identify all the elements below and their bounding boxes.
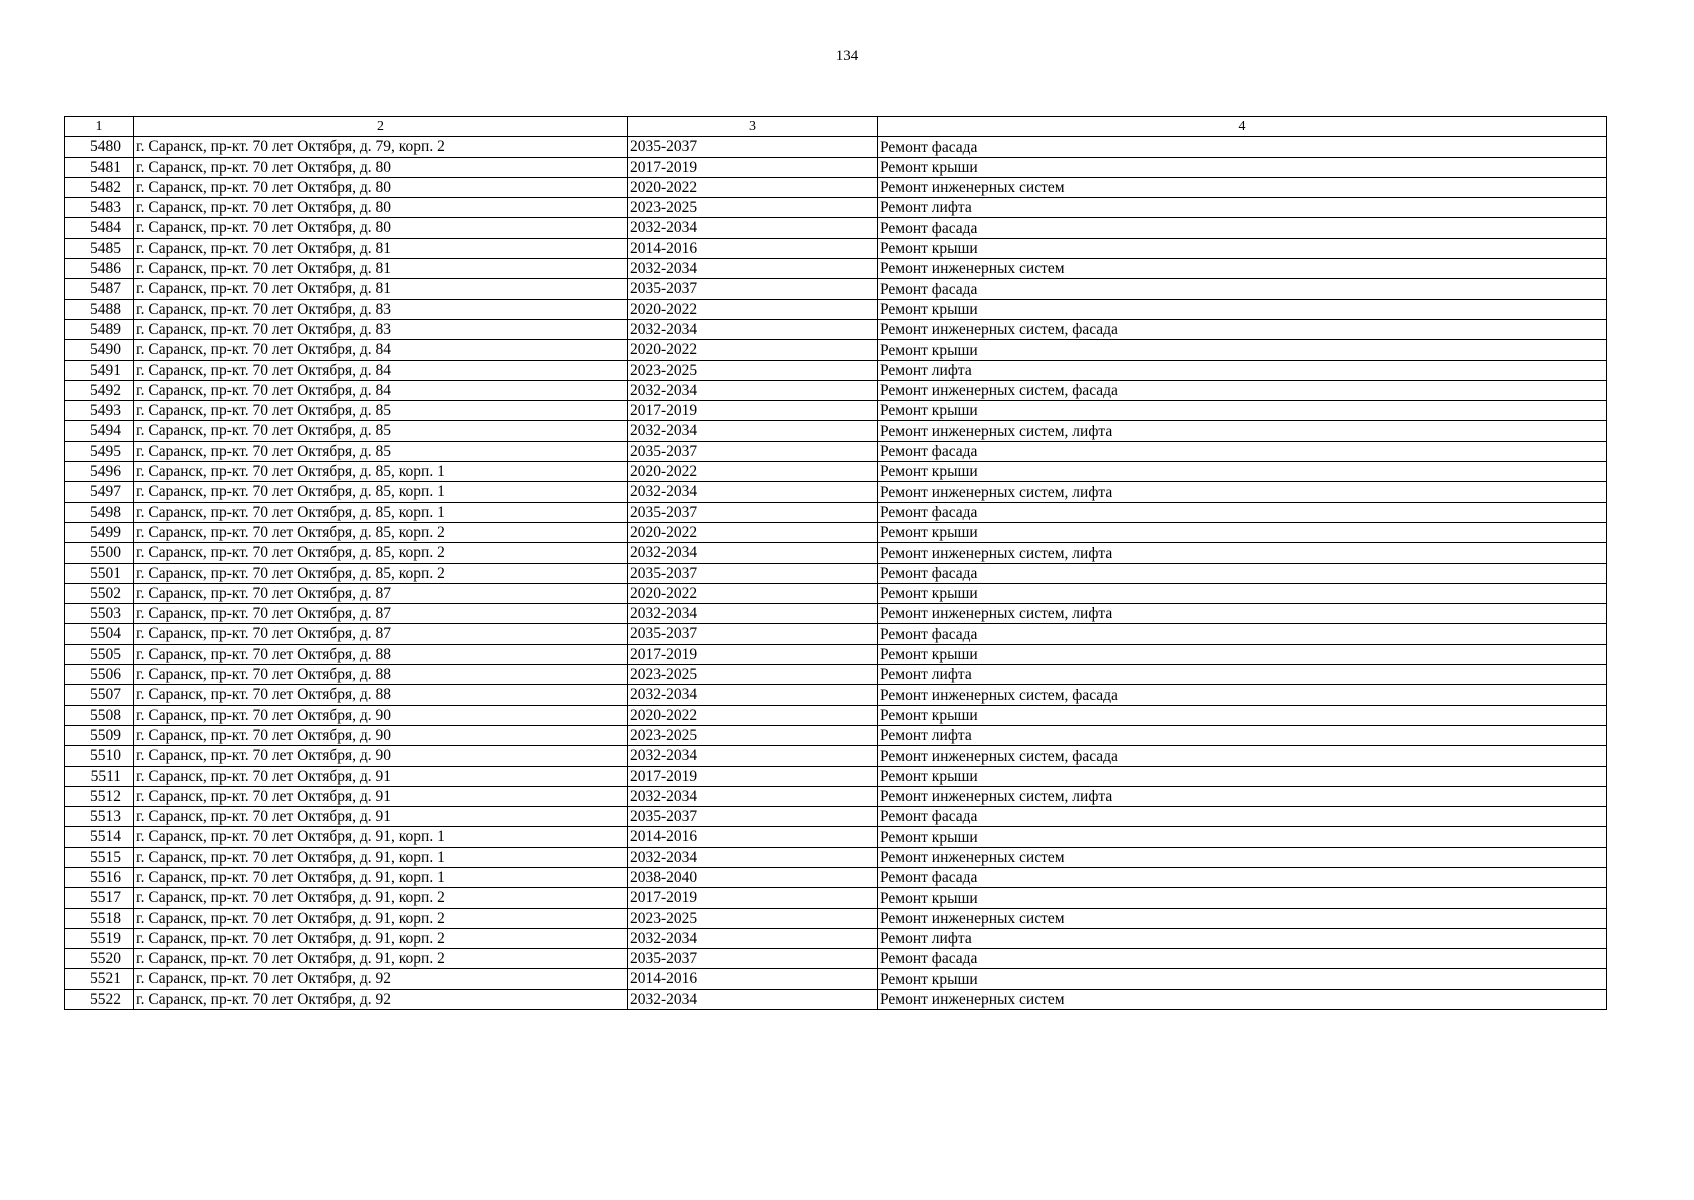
table-row bbox=[65, 238, 1607, 258]
row-period: 2032-2034 bbox=[628, 786, 878, 806]
table-row bbox=[65, 786, 1607, 806]
row-period: 2035-2037 bbox=[628, 624, 878, 644]
row-period: 2020-2022 bbox=[628, 522, 878, 542]
row-number: 5516 bbox=[65, 867, 134, 887]
row-number: 5520 bbox=[65, 949, 134, 969]
row-address: г. Саранск, пр-кт. 70 лет Октября, д. 80 bbox=[134, 198, 628, 218]
row-number: 5488 bbox=[65, 299, 134, 319]
row-period: 2035-2037 bbox=[628, 949, 878, 969]
row-period: 2032-2034 bbox=[628, 259, 878, 279]
row-number: 5504 bbox=[65, 624, 134, 644]
row-period: 2035-2037 bbox=[628, 279, 878, 299]
row-address: г. Саранск, пр-кт. 70 лет Октября, д. 85 bbox=[134, 441, 628, 461]
page-number: 134 bbox=[835, 48, 859, 64]
table-row bbox=[65, 380, 1607, 400]
column-header-address: 2 bbox=[134, 117, 628, 137]
table-row bbox=[65, 360, 1607, 380]
row-work-type: Ремонт инженерных систем, фасада bbox=[878, 380, 1607, 400]
table-row bbox=[65, 259, 1607, 279]
row-address: г. Саранск, пр-кт. 70 лет Октября, д. 81 bbox=[134, 259, 628, 279]
row-work-type: Ремонт инженерных систем bbox=[878, 177, 1607, 197]
table-row bbox=[65, 766, 1607, 786]
row-period: 2023-2025 bbox=[628, 198, 878, 218]
row-work-type: Ремонт фасада bbox=[878, 502, 1607, 522]
row-address: г. Саранск, пр-кт. 70 лет Октября, д. 85 bbox=[134, 401, 628, 421]
row-work-type: Ремонт фасада bbox=[878, 137, 1607, 157]
row-number: 5495 bbox=[65, 441, 134, 461]
table-row bbox=[65, 604, 1607, 624]
row-period: 2020-2022 bbox=[628, 340, 878, 360]
row-address: г. Саранск, пр-кт. 70 лет Октября, д. 83 bbox=[134, 319, 628, 339]
row-number: 5484 bbox=[65, 218, 134, 238]
row-address: г. Саранск, пр-кт. 70 лет Октября, д. 84 bbox=[134, 340, 628, 360]
table-row bbox=[65, 137, 1607, 157]
row-period: 2032-2034 bbox=[628, 380, 878, 400]
row-period: 2038-2040 bbox=[628, 867, 878, 887]
row-period: 2023-2025 bbox=[628, 908, 878, 928]
row-period: 2032-2034 bbox=[628, 989, 878, 1009]
row-number: 5492 bbox=[65, 380, 134, 400]
row-number: 5480 bbox=[65, 137, 134, 157]
row-number: 5482 bbox=[65, 177, 134, 197]
row-address: г. Саранск, пр-кт. 70 лет Октября, д. 85, корп. 1 bbox=[134, 462, 628, 482]
table-row bbox=[65, 928, 1607, 948]
row-number: 5521 bbox=[65, 969, 134, 989]
row-period: 2014-2016 bbox=[628, 969, 878, 989]
row-number: 5517 bbox=[65, 888, 134, 908]
table-row bbox=[65, 807, 1607, 827]
row-period: 2017-2019 bbox=[628, 644, 878, 664]
row-period: 2023-2025 bbox=[628, 665, 878, 685]
table-row bbox=[65, 949, 1607, 969]
row-work-type: Ремонт крыши bbox=[878, 827, 1607, 847]
row-period: 2032-2034 bbox=[628, 685, 878, 705]
table-row bbox=[65, 624, 1607, 644]
row-work-type: Ремонт инженерных систем, фасада bbox=[878, 319, 1607, 339]
row-work-type: Ремонт инженерных систем bbox=[878, 847, 1607, 867]
row-number: 5487 bbox=[65, 279, 134, 299]
row-address: г. Саранск, пр-кт. 70 лет Октября, д. 91 bbox=[134, 807, 628, 827]
table-row bbox=[65, 746, 1607, 766]
row-number: 5518 bbox=[65, 908, 134, 928]
row-number: 5502 bbox=[65, 583, 134, 603]
row-work-type: Ремонт крыши bbox=[878, 644, 1607, 664]
row-number: 5500 bbox=[65, 543, 134, 563]
row-number: 5506 bbox=[65, 665, 134, 685]
row-period: 2035-2037 bbox=[628, 502, 878, 522]
row-address: г. Саранск, пр-кт. 70 лет Октября, д. 91, корп. 2 bbox=[134, 928, 628, 948]
table-row bbox=[65, 441, 1607, 461]
row-work-type: Ремонт крыши bbox=[878, 888, 1607, 908]
row-period: 2035-2037 bbox=[628, 137, 878, 157]
table-row bbox=[65, 340, 1607, 360]
row-period: 2035-2037 bbox=[628, 807, 878, 827]
table-row bbox=[65, 725, 1607, 745]
row-address: г. Саранск, пр-кт. 70 лет Октября, д. 85, корп. 2 bbox=[134, 563, 628, 583]
table-row bbox=[65, 462, 1607, 482]
row-address: г. Саранск, пр-кт. 70 лет Октября, д. 85, корп. 1 bbox=[134, 482, 628, 502]
row-work-type: Ремонт крыши bbox=[878, 583, 1607, 603]
row-work-type: Ремонт лифта bbox=[878, 725, 1607, 745]
column-header-period: 3 bbox=[628, 117, 878, 137]
row-period: 2017-2019 bbox=[628, 157, 878, 177]
row-number: 5501 bbox=[65, 563, 134, 583]
row-number: 5509 bbox=[65, 725, 134, 745]
row-address: г. Саранск, пр-кт. 70 лет Октября, д. 91 bbox=[134, 786, 628, 806]
row-address: г. Саранск, пр-кт. 70 лет Октября, д. 79, корп. 2 bbox=[134, 137, 628, 157]
row-period: 2032-2034 bbox=[628, 847, 878, 867]
row-address: г. Саранск, пр-кт. 70 лет Октября, д. 81 bbox=[134, 279, 628, 299]
row-number: 5499 bbox=[65, 522, 134, 542]
table-row bbox=[65, 198, 1607, 218]
row-work-type: Ремонт лифта bbox=[878, 928, 1607, 948]
row-work-type: Ремонт фасада bbox=[878, 867, 1607, 887]
row-address: г. Саранск, пр-кт. 70 лет Октября, д. 92 bbox=[134, 969, 628, 989]
row-period: 2032-2034 bbox=[628, 319, 878, 339]
row-period: 2032-2034 bbox=[628, 218, 878, 238]
row-period: 2035-2037 bbox=[628, 441, 878, 461]
row-address: г. Саранск, пр-кт. 70 лет Октября, д. 80 bbox=[134, 157, 628, 177]
row-period: 2020-2022 bbox=[628, 299, 878, 319]
row-address: г. Саранск, пр-кт. 70 лет Октября, д. 87 bbox=[134, 604, 628, 624]
row-number: 5515 bbox=[65, 847, 134, 867]
row-address: г. Саранск, пр-кт. 70 лет Октября, д. 88 bbox=[134, 685, 628, 705]
table-row bbox=[65, 299, 1607, 319]
row-address: г. Саранск, пр-кт. 70 лет Октября, д. 91, корп. 1 bbox=[134, 847, 628, 867]
row-period: 2020-2022 bbox=[628, 705, 878, 725]
row-work-type: Ремонт крыши bbox=[878, 522, 1607, 542]
table-row bbox=[65, 319, 1607, 339]
row-address: г. Саранск, пр-кт. 70 лет Октября, д. 85, корп. 2 bbox=[134, 522, 628, 542]
column-header-work-type: 4 bbox=[878, 117, 1607, 137]
row-number: 5490 bbox=[65, 340, 134, 360]
table-row bbox=[65, 421, 1607, 441]
row-work-type: Ремонт инженерных систем bbox=[878, 989, 1607, 1009]
table-row bbox=[65, 583, 1607, 603]
row-period: 2020-2022 bbox=[628, 462, 878, 482]
row-number: 5489 bbox=[65, 319, 134, 339]
row-address: г. Саранск, пр-кт. 70 лет Октября, д. 80 bbox=[134, 218, 628, 238]
row-work-type: Ремонт лифта bbox=[878, 198, 1607, 218]
row-address: г. Саранск, пр-кт. 70 лет Октября, д. 85 bbox=[134, 421, 628, 441]
row-address: г. Саранск, пр-кт. 70 лет Октября, д. 88 bbox=[134, 665, 628, 685]
row-work-type: Ремонт крыши bbox=[878, 340, 1607, 360]
row-work-type: Ремонт инженерных систем, лифта bbox=[878, 604, 1607, 624]
table-row bbox=[65, 644, 1607, 664]
row-work-type: Ремонт инженерных систем, лифта bbox=[878, 482, 1607, 502]
row-address: г. Саранск, пр-кт. 70 лет Октября, д. 91, корп. 1 bbox=[134, 827, 628, 847]
row-period: 2020-2022 bbox=[628, 583, 878, 603]
row-period: 2032-2034 bbox=[628, 746, 878, 766]
row-work-type: Ремонт инженерных систем, лифта bbox=[878, 543, 1607, 563]
row-period: 2032-2034 bbox=[628, 543, 878, 563]
table-row bbox=[65, 685, 1607, 705]
table-row bbox=[65, 157, 1607, 177]
row-work-type: Ремонт лифта bbox=[878, 360, 1607, 380]
row-number: 5513 bbox=[65, 807, 134, 827]
row-address: г. Саранск, пр-кт. 70 лет Октября, д. 87 bbox=[134, 583, 628, 603]
row-address: г. Саранск, пр-кт. 70 лет Октября, д. 91, корп. 2 bbox=[134, 949, 628, 969]
table-row bbox=[65, 177, 1607, 197]
row-address: г. Саранск, пр-кт. 70 лет Октября, д. 85, корп. 1 bbox=[134, 502, 628, 522]
row-work-type: Ремонт фасада bbox=[878, 218, 1607, 238]
row-address: г. Саранск, пр-кт. 70 лет Октября, д. 84 bbox=[134, 360, 628, 380]
row-address: г. Саранск, пр-кт. 70 лет Октября, д. 90 bbox=[134, 705, 628, 725]
row-work-type: Ремонт крыши bbox=[878, 462, 1607, 482]
row-period: 2023-2025 bbox=[628, 725, 878, 745]
row-period: 2032-2034 bbox=[628, 482, 878, 502]
row-work-type: Ремонт фасада bbox=[878, 441, 1607, 461]
row-number: 5485 bbox=[65, 238, 134, 258]
column-header-number: 1 bbox=[65, 117, 134, 137]
row-work-type: Ремонт крыши bbox=[878, 969, 1607, 989]
row-number: 5496 bbox=[65, 462, 134, 482]
row-number: 5494 bbox=[65, 421, 134, 441]
row-period: 2023-2025 bbox=[628, 360, 878, 380]
row-address: г. Саранск, пр-кт. 70 лет Октября, д. 81 bbox=[134, 238, 628, 258]
row-number: 5497 bbox=[65, 482, 134, 502]
table-row bbox=[65, 969, 1607, 989]
row-number: 5508 bbox=[65, 705, 134, 725]
row-number: 5507 bbox=[65, 685, 134, 705]
row-address: г. Саранск, пр-кт. 70 лет Октября, д. 91, корп. 2 bbox=[134, 888, 628, 908]
row-number: 5511 bbox=[65, 766, 134, 786]
row-work-type: Ремонт фасада bbox=[878, 949, 1607, 969]
table-row bbox=[65, 989, 1607, 1009]
table-row bbox=[65, 482, 1607, 502]
row-work-type: Ремонт крыши bbox=[878, 401, 1607, 421]
row-number: 5505 bbox=[65, 644, 134, 664]
row-period: 2014-2016 bbox=[628, 238, 878, 258]
row-work-type: Ремонт фасада bbox=[878, 624, 1607, 644]
row-number: 5522 bbox=[65, 989, 134, 1009]
row-number: 5519 bbox=[65, 928, 134, 948]
table-body bbox=[65, 137, 1607, 1010]
row-work-type: Ремонт лифта bbox=[878, 665, 1607, 685]
row-address: г. Саранск, пр-кт. 70 лет Октября, д. 83 bbox=[134, 299, 628, 319]
table-row bbox=[65, 827, 1607, 847]
table-row bbox=[65, 279, 1607, 299]
row-number: 5503 bbox=[65, 604, 134, 624]
row-number: 5512 bbox=[65, 786, 134, 806]
row-period: 2032-2034 bbox=[628, 421, 878, 441]
row-number: 5491 bbox=[65, 360, 134, 380]
table-row bbox=[65, 888, 1607, 908]
row-work-type: Ремонт фасада bbox=[878, 563, 1607, 583]
row-address: г. Саранск, пр-кт. 70 лет Октября, д. 92 bbox=[134, 989, 628, 1009]
table-row bbox=[65, 401, 1607, 421]
table-row bbox=[65, 705, 1607, 725]
table-row bbox=[65, 847, 1607, 867]
row-number: 5493 bbox=[65, 401, 134, 421]
row-address: г. Саранск, пр-кт. 70 лет Октября, д. 84 bbox=[134, 380, 628, 400]
row-number: 5481 bbox=[65, 157, 134, 177]
row-address: г. Саранск, пр-кт. 70 лет Октября, д. 91 bbox=[134, 766, 628, 786]
table-row bbox=[65, 543, 1607, 563]
row-work-type: Ремонт крыши bbox=[878, 766, 1607, 786]
row-period: 2035-2037 bbox=[628, 563, 878, 583]
row-address: г. Саранск, пр-кт. 70 лет Октября, д. 88 bbox=[134, 644, 628, 664]
table-row bbox=[65, 522, 1607, 542]
row-work-type: Ремонт инженерных систем bbox=[878, 259, 1607, 279]
table-row bbox=[65, 665, 1607, 685]
row-number: 5486 bbox=[65, 259, 134, 279]
row-work-type: Ремонт инженерных систем, фасада bbox=[878, 746, 1607, 766]
row-work-type: Ремонт крыши bbox=[878, 705, 1607, 725]
row-period: 2017-2019 bbox=[628, 766, 878, 786]
row-period: 2032-2034 bbox=[628, 604, 878, 624]
table-header-row bbox=[65, 117, 1607, 137]
row-address: г. Саранск, пр-кт. 70 лет Октября, д. 90 bbox=[134, 746, 628, 766]
table-row bbox=[65, 908, 1607, 928]
table-row bbox=[65, 563, 1607, 583]
row-number: 5483 bbox=[65, 198, 134, 218]
row-work-type: Ремонт крыши bbox=[878, 238, 1607, 258]
repair-schedule-table bbox=[64, 116, 1607, 1010]
table-row bbox=[65, 502, 1607, 522]
row-work-type: Ремонт инженерных систем, фасада bbox=[878, 685, 1607, 705]
row-address: г. Саранск, пр-кт. 70 лет Октября, д. 80 bbox=[134, 177, 628, 197]
row-number: 5498 bbox=[65, 502, 134, 522]
row-period: 2032-2034 bbox=[628, 928, 878, 948]
row-work-type: Ремонт инженерных систем bbox=[878, 908, 1607, 928]
row-work-type: Ремонт крыши bbox=[878, 299, 1607, 319]
row-period: 2020-2022 bbox=[628, 177, 878, 197]
row-address: г. Саранск, пр-кт. 70 лет Октября, д. 87 bbox=[134, 624, 628, 644]
row-period: 2017-2019 bbox=[628, 888, 878, 908]
table-row bbox=[65, 867, 1607, 887]
row-work-type: Ремонт инженерных систем, лифта bbox=[878, 421, 1607, 441]
row-work-type: Ремонт инженерных систем, лифта bbox=[878, 786, 1607, 806]
row-work-type: Ремонт фасада bbox=[878, 807, 1607, 827]
row-address: г. Саранск, пр-кт. 70 лет Октября, д. 91, корп. 2 bbox=[134, 908, 628, 928]
row-work-type: Ремонт фасада bbox=[878, 279, 1607, 299]
row-address: г. Саранск, пр-кт. 70 лет Октября, д. 85, корп. 2 bbox=[134, 543, 628, 563]
row-work-type: Ремонт крыши bbox=[878, 157, 1607, 177]
row-address: г. Саранск, пр-кт. 70 лет Октября, д. 90 bbox=[134, 725, 628, 745]
row-period: 2017-2019 bbox=[628, 401, 878, 421]
row-number: 5514 bbox=[65, 827, 134, 847]
row-period: 2014-2016 bbox=[628, 827, 878, 847]
row-number: 5510 bbox=[65, 746, 134, 766]
table-row bbox=[65, 218, 1607, 238]
row-address: г. Саранск, пр-кт. 70 лет Октября, д. 91, корп. 1 bbox=[134, 867, 628, 887]
